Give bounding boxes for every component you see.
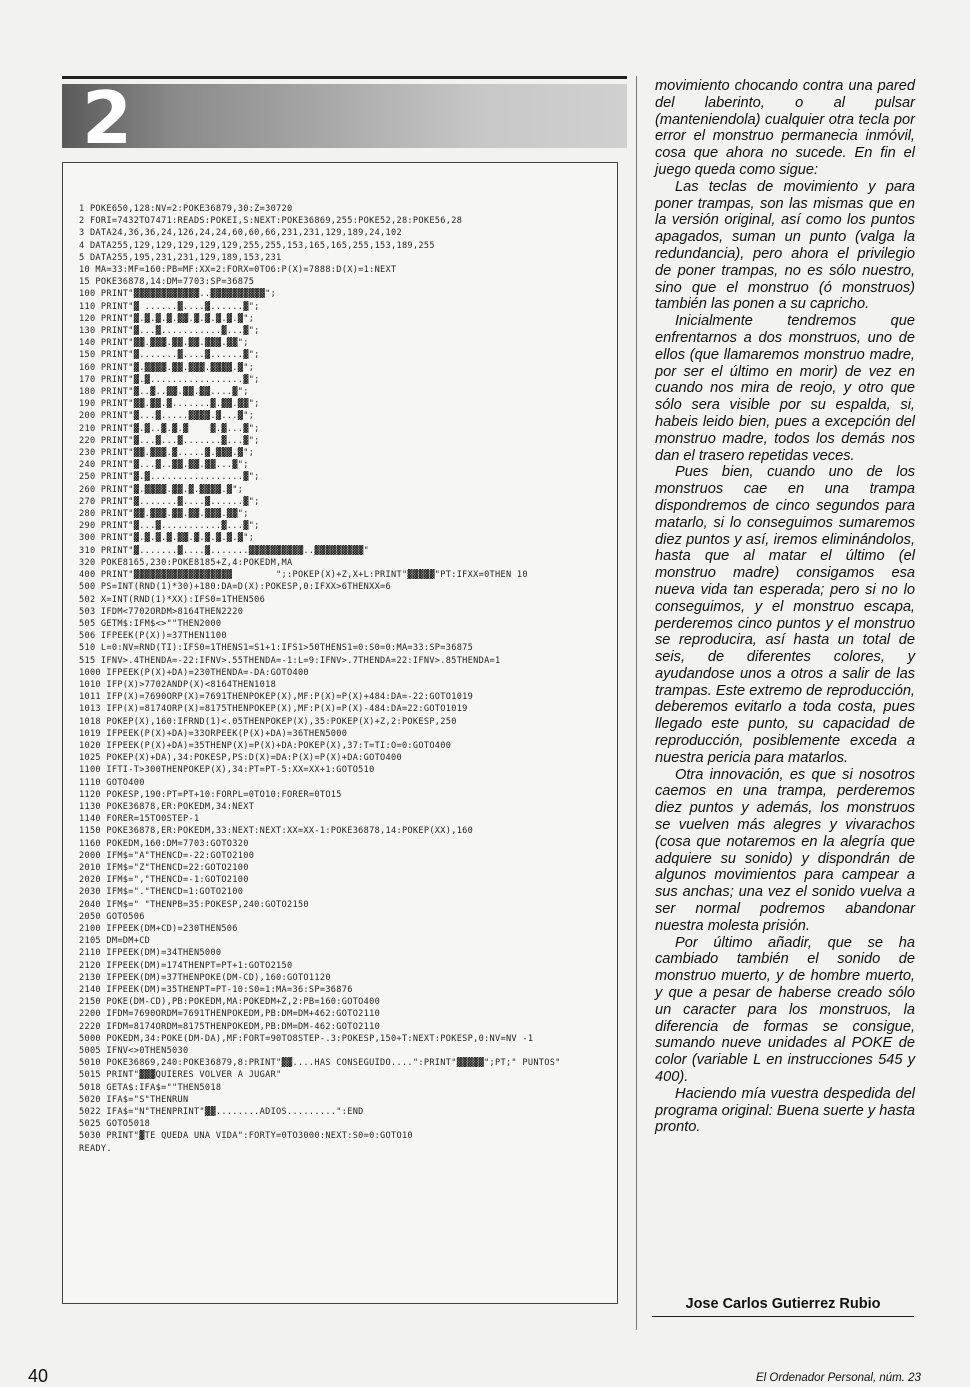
code-line: 1013 IFP(X)=8174ORP(X)=8175THENPOKEP(X),MF:P(X)=P(X)-484:DA=22:GOTO1019 — [79, 704, 468, 715]
code-line: 2220 IFDM=8174ORDM=8175THENPOKEDM,PB:DM=DM-462:GOTO2110 — [79, 1021, 381, 1032]
code-line: 180 PRINT"▓..▓..▓▓.▓▓.▓▓....▓"; — [79, 387, 249, 398]
code-line: 506 IFPEEK(P(X))=37THEN1100 — [79, 631, 227, 642]
code-line: 5005 IFNV<>0THEN5030 — [79, 1046, 189, 1057]
code-line: 1025 POKEP(X)+DA),34:POKESP,PS:D(X)=DA:P(X)=P(X)+DA:GOTO400 — [79, 753, 402, 764]
code-line: 1 POKE650,128:NV=2:POKE36879,30:Z=30720 — [79, 204, 293, 214]
code-line: 4 DATA255,129,129,129,129,129,255,255,153,165,165,255,153,189,255 — [79, 240, 435, 251]
code-line: 200 PRINT"▓...▓.....▓▓▓▓.▓...▓"; — [79, 411, 255, 422]
code-line: 2010 IFM$="Z"THENCD=22:GOTO2100 — [79, 862, 249, 873]
code-line: 5000 POKEDM,34:POKE(DM-DA),MF:FORT=90TO8STEP-.3:POKESP,150+T:NEXT:POKESP,0:NV=NV -1 — [79, 1033, 534, 1044]
article-paragraph: Otra innovación, es que si nosotros caemos en una trampa, perderemos diez puntos y además, los monstruos se vuelven más alegres y vivarachos (cosa que notaremos en la alegría que adquiere su sonido) y dispondrán de algunos movimientos para campear a sus anchas; una vez el sonido vuelva a ser normal podremos abandonar nuestra molesta prisión. — [655, 766, 915, 934]
code-line: 10 MA=33:MF=160:PB=MF:XX=2:FORX=0TO6:P(X)=7888:D(X)=1:NEXT — [79, 265, 397, 276]
code-line: 260 PRINT"▓.▓▓▓▓.▓▓.▓.▓▓▓▓.▓"; — [79, 484, 244, 495]
article-paragraph: Las teclas de movimiento y para poner trampas, son las mismas que en la versión original, así como los puntos apagados, suman un punto (valga la redundancia), pero ahora el privilegio de poner trampas, no es sólo nuestro, sino que el monstruo (ó monstruos) también las ponen a su capricho. — [655, 178, 915, 313]
code-line: 5022 IFA$="N"THENPRINT"▓▓........ADIOS.........":END — [79, 1107, 364, 1118]
code-line: 140 PRINT"▓▓.▓▓▓.▓▓.▓▓.▓▓▓.▓▓"; — [79, 338, 249, 349]
code-line: 500 PS=INT(RND(1)*30)+180:DA=D(X):POKESP,0:IFXX>6THENXX=6 — [79, 582, 392, 593]
code-line: 220 PRINT"▓...▓...▓.......▓...▓"; — [79, 435, 260, 446]
code-line: 505 GETM$:IFM$<>""THEN2000 — [79, 618, 222, 629]
code-line: 160 PRINT"▓.▓▓▓▓.▓▓.▓▓▓.▓▓▓▓.▓"; — [79, 362, 255, 373]
code-line: 2030 IFM$="."THENCD=1:GOTO2100 — [79, 887, 244, 898]
code-line: 502 X=INT(RND(1)*XX):IFS0=1THEN506 — [79, 594, 266, 605]
program-listing — [79, 203, 609, 1155]
code-line: 15 POKE36878,14:DM=7703:SP=36875 — [79, 277, 255, 288]
code-line: 2040 IFM$=" "THENPB=35:POKESP,240:GOTO2150 — [79, 899, 309, 910]
top-rule — [62, 76, 627, 79]
article-paragraph: Por último añadir, que se ha cambiado también el sonido de monstruo muerto, y de hombre muerto, y que a pesar de haberse creado sólo un caracter para los monstruos, la diferencia de formas se consigue, sumando nueve unidades al POKE de color (variable L en instrucciones 545 y 400). — [655, 934, 915, 1086]
code-line: 1020 IFPEEK(P(X)+DA)=35THENP(X)=P(X)+DA:POKEP(X),37:T=TI:O=0:GOTO400 — [79, 740, 452, 751]
section-number: 2 — [82, 76, 133, 160]
article-paragraph: Haciendo mía vuestra despedida del programa original: Buena suerte y hasta pronto. — [655, 1085, 915, 1136]
author-signature: Jose Carlos Gutierrez Rubio — [652, 1296, 914, 1317]
code-line: 2150 POKE(DM-CD),PB:POKEDM,MA:POKEDM+Z,2:PB=160:GOTO400 — [79, 997, 381, 1008]
code-line: 503 IFDM<7702ORDM>8164THEN2220 — [79, 606, 244, 617]
code-line: 270 PRINT"▓.......▓....▓......▓"; — [79, 496, 260, 507]
code-line: 2105 DM=DM+CD — [79, 936, 151, 947]
code-line: 1010 IFP(X)>7702ANDP(X)<8164THEN1018 — [79, 679, 277, 690]
code-line: 3 DATA24,36,36,24,126,24,24,60,60,66,231,231,129,189,24,102 — [79, 228, 402, 239]
column-divider — [636, 76, 637, 1330]
code-line: 310 PRINT"▓.......▓....▓.......▓▓▓▓▓▓▓▓▓▓..▓▓▓▓▓▓▓▓▓" — [79, 545, 370, 556]
code-line: 2130 IFPEEK(DM)=37THENPOKE(DM-CD),160:GOTO1120 — [79, 972, 331, 983]
program-listing-box — [62, 162, 618, 1304]
magazine-footer: El Ordenador Personal, núm. 23 — [756, 1372, 921, 1384]
code-line: 2140 IFPEEK(DM)=35THENPT=PT-10:S0=1:MA=36:SP=36876 — [79, 985, 353, 995]
code-line: 240 PRINT"▓...▓..▓▓.▓▓.▓▓...▓"; — [79, 460, 249, 471]
code-line: 5020 IFA$="S"THENRUN — [79, 1094, 189, 1105]
code-line: 1160 POKEDM,160:DM=7703:GOTO320 — [79, 838, 249, 849]
code-line: 2120 IFPEEK(DM)=174THENPT=PT+1:GOTO2150 — [79, 960, 293, 971]
code-line: 515 IFNV>.4THENDA=-22:IFNV>.55THENDA=-1:L=9:IFNV>.7THENDA=22:IFNV>.85THENDA=1 — [79, 655, 501, 666]
code-line: 5030 PRINT"▓TE QUEDA UNA VIDA":FORTY=0TO3000:NEXT:S0=0:GOTO10 — [79, 1131, 413, 1142]
code-line: READY. — [79, 1143, 112, 1154]
code-line: 5015 PRINT"▓▓▓QUIERES VOLVER A JUGAR" — [79, 1070, 282, 1081]
article-paragraph: movimiento chocando contra una pared del laberinto, o al pulsar (manteniendola) cualquier otra tecla por error el monstruo permanecia inmóvil, cosa que ahora no sucede. En fin el juego queda como sigue: — [655, 78, 915, 178]
code-line: 1018 POKEP(X),160:IFRND(1)<.05THENPOKEP(X),35:POKEP(X)+Z,2:POKESP,250 — [79, 716, 457, 727]
code-line: 280 PRINT"▓▓.▓▓▓.▓▓.▓▓.▓▓▓.▓▓"; — [79, 509, 249, 520]
code-line: 150 PRINT"▓.......▓....▓......▓"; — [79, 350, 260, 361]
code-line: 170 PRINT"▓.▓.................▓"; — [79, 374, 260, 385]
code-line: 2110 IFPEEK(DM)=34THEN5000 — [79, 948, 222, 959]
code-line: 290 PRINT"▓...▓...........▓...▓"; — [79, 521, 260, 532]
code-line: 1120 POKESP,190:PT=PT+10:FORPL=0TO10:FORER=0TO15 — [79, 789, 342, 800]
code-line: 5025 GOTO5018 — [79, 1119, 151, 1130]
code-line: 400 PRINT"▓▓▓▓▓▓▓▓▓▓▓▓▓▓▓▓▓▓ ";:POKEP(X)+Z,X+L:PRINT"▓▓▓▓▓"PT:IFXX=0THEN 10 — [79, 570, 528, 581]
code-line: 210 PRINT"▓.▓..▓.▓.▓ ▓.▓...▓"; — [79, 423, 260, 434]
code-line: 2 FORI=7432TO7471:READS:POKEI,S:NEXT:POKE36869,255:POKE52,28:POKE56,28 — [79, 216, 463, 227]
code-line: 1150 POKE36878,ER:POKEDM,33:NEXT:NEXT:XX=XX-1:POKE36878,14:POKEP(XX),160 — [79, 826, 474, 837]
code-line: 1019 IFPEEK(P(X)+DA)=33ORPEEK(P(X)+DA)=36THEN5000 — [79, 728, 348, 739]
code-line: 1000 IFPEEK(P(X)+DA)=230THENDA=-DA:GOTO400 — [79, 667, 309, 678]
code-line: 510 L=0:NV=RND(TI):IFS0=1THENS1=S1+1:IFS1>50THENS1=0:S0=0:MA=33:SP=36875 — [79, 643, 474, 654]
code-line: 1130 POKE36878,ER:POKEDM,34:NEXT — [79, 801, 255, 812]
page-number: 40 — [28, 1366, 49, 1386]
code-line: 120 PRINT"▓.▓.▓.▓.▓▓.▓.▓.▓.▓.▓"; — [79, 313, 255, 324]
code-line: 2020 IFM$=","THENCD=-1:GOTO2100 — [79, 875, 249, 886]
code-line: 2200 IFDM=7690ORDM=7691THENPOKEDM,PB:DM=DM+462:GOTO2110 — [79, 1009, 381, 1020]
code-line: 1110 GOTO400 — [79, 777, 145, 788]
code-line: 250 PRINT"▓.▓.................▓"; — [79, 472, 260, 483]
article-paragraph: Inicialmente tendremos que enfrentarnos a dos monstruos, uno de ellos (que llamaremos monstruo madre, por ser el último en morir) de vez en cuando nos mira de reojo, y otro que sólo sera visible por su espalda, si, habeis leido bien, pues a excepción del monstruo madre, todos los demás nos dan el trasero repetidas veces. — [655, 313, 915, 464]
code-line: 2100 IFPEEK(DM+CD)=230THEN506 — [79, 923, 238, 934]
code-line: 5018 GETA$:IFA$=""THEN5018 — [79, 1082, 222, 1093]
code-line: 230 PRINT"▓▓.▓▓▓.▓.....▓.▓▓▓.▓"; — [79, 448, 255, 459]
code-line: 2000 IFM$="A"THENCD=-22:GOTO2100 — [79, 850, 255, 861]
code-line: 1140 FORER=15TO0STEP-1 — [79, 814, 200, 825]
code-line: 2050 GOTO506 — [79, 911, 145, 922]
code-line: 300 PRINT"▓.▓.▓.▓.▓▓.▓.▓.▓.▓.▓"; — [79, 533, 255, 544]
code-line: 130 PRINT"▓...▓...........▓...▓"; — [79, 326, 260, 337]
article-paragraph: Pues bien, cuando uno de los monstruos cae en una trampa dispondremos de cinco segundos para matarlo, si lo conseguimos sumaremos diez puntos y así, iremos eliminándolos, hasta que al matar el último (el monstruo madre) consigamos esa nueva vida tan esperada; pero si no lo conseguimos, y el monstruo escapa, perderemos cinco puntos y el monstruo se reproducira, así hasta un total de seis, de diferentes colores, y ayudandose unos a otros a salir de las trampas. Este extremo de reproducción, deberemos evitarlo a toda costa, pues llegado este punto, su capacidad de reproducción, posiblemente exceda a nuestra pericia para matarlos. — [655, 464, 915, 766]
code-line: 1100 IFTI-T>300THENPOKEP(X),34:PT=PT-5:XX=XX+1:GOTO510 — [79, 765, 375, 776]
article-column — [655, 78, 915, 1136]
code-line: 190 PRINT"▓▓.▓▓.▓.......▓.▓▓.▓▓"; — [79, 399, 260, 410]
section-header-band — [62, 76, 627, 160]
code-line: 320 POKE8165,230:POKE8185+Z,4:POKEDM,MA — [79, 557, 293, 568]
code-line: 110 PRINT"▓ ......▓....▓......▓"; — [79, 301, 260, 312]
code-line: 1011 IFP(X)=7690ORP(X)=7691THENPOKEP(X),MF:P(X)=P(X)+484:DA=-22:GOTO1019 — [79, 692, 474, 703]
code-line: 100 PRINT"▓▓▓▓▓▓▓▓▓▓▓▓..▓▓▓▓▓▓▓▓▓▓"; — [79, 289, 277, 300]
code-line: 5010 POKE36869,240:POKE36879,8:PRINT"▓▓....HAS CONSEGUIDO....":PRINT"▓▓▓▓▓";PT;" PUNTOS" — [79, 1058, 561, 1069]
code-line: 5 DATA255,195,231,231,129,189,153,231 — [79, 252, 282, 263]
